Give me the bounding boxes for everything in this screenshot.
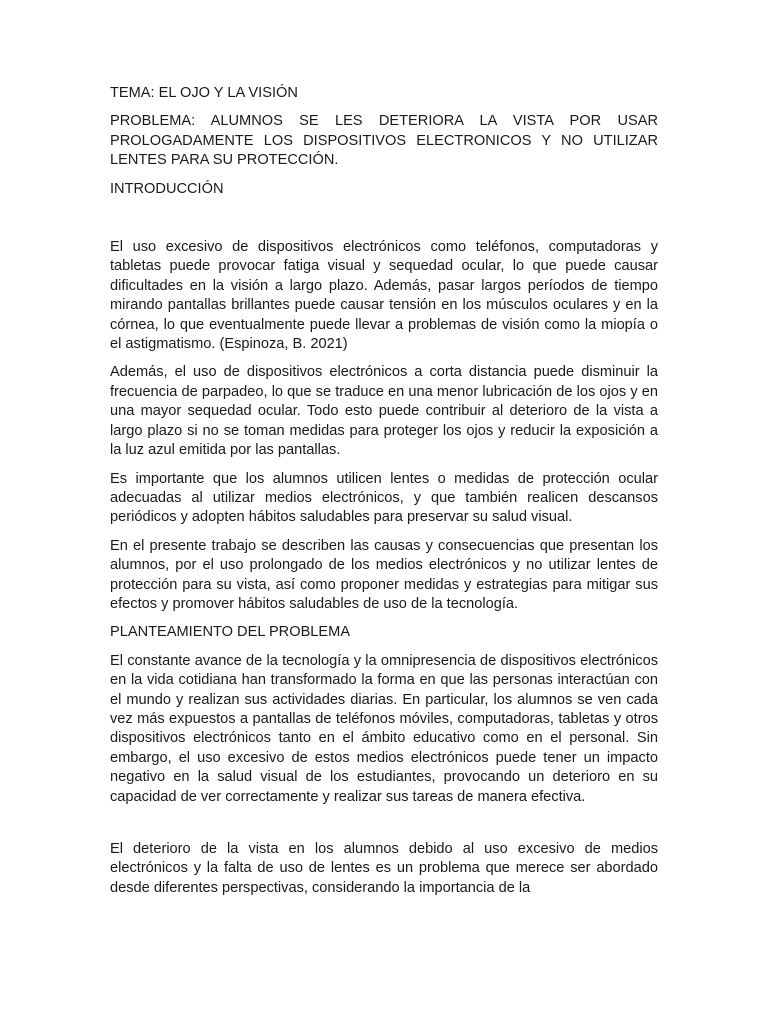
blank-line — [110, 816, 658, 840]
blank-line — [110, 208, 658, 238]
introduction-heading: INTRODUCCIÓN — [110, 180, 224, 197]
problem-statement: PROBLEMA: ALUMNOS SE LES DETERIORA LA VISTA POR USAR PROLOGADAMENTE LOS DISPOSITIVOS ELECTRONICOS Y NO UTILIZAR LENTES PARA SU PROTECCIÓN. — [110, 113, 658, 169]
intro-paragraph-2: Además, el uso de dispositivos electrónicos a corta distancia puede disminuir la frecuencia de parpadeo, lo que se traduce en una menor lubricación de los ojos y en una mayor sequedad ocular. Todo esto puede contribuir al deterioro de la vista a largo plazo si no se toman medidas para proteger los ojos y reducir la exposición a la luz azul emitida por las pantallas. — [110, 364, 658, 459]
document-body — [110, 84, 658, 907]
intro-paragraph-3: Es importante que los alumnos utilicen lentes o medidas de protección ocular adecuadas al utilizar medios electrónicos, y que también realicen descansos periódicos y adopten hábitos saludables para preservar su salud visual. — [110, 470, 658, 526]
problem-section-heading: PLANTEAMIENTO DEL PROBLEMA — [110, 624, 351, 641]
problem-paragraph-1: El constante avance de la tecnología y la omnipresencia de dispositivos electrónicos en la vida cotidiana han transformado la forma en que las personas interactúan con el mundo y realizan sus actividades diarias. En particular, los alumnos se ven cada vez más expuestos a pantallas de teléfonos móviles, computadoras, tabletas y otros dispositivos electrónicos tanto en el ámbito educativo como en el personal. Sin embargo, el uso excesivo de estos medios electrónicos puede tener un impacto negativo en la salud visual de los estudiantes, provocando un deterioro en su capacidad de ver correctamente y realizar sus tareas de manera efectiva. — [110, 652, 658, 805]
problem-paragraph-2: El deterioro de la vista en los alumnos debido al uso excesivo de medios electrónicos y la falta de uso de lentes es un problema que merece ser abordado desde diferentes perspectivas, considerando la importancia de la — [110, 841, 658, 896]
intro-paragraph-1: El uso excesivo de dispositivos electrónicos como teléfonos, computadoras y tabletas puede provocar fatiga visual y sequedad ocular, lo que puede causar dificultades en la visión a largo plazo. Además, pasar largos períodos de tiempo mirando pantallas brillantes puede causar tensión en los músculos oculares y en la córnea, lo que eventualmente puede llevar a problemas de visión como la miopía o el astigmatismo. (Espinoza, B. 2021) — [110, 239, 658, 353]
intro-paragraph-4: En el presente trabajo se describen las causas y consecuencias que presentan los alumnos, por el uso prolongado de los medios electrónicos y no utilizar lentes de protección para su vista, así como proponer medidas y estrategias para mitigar sus efectos y promover hábitos saludables de uso de la tecnología. — [110, 537, 658, 612]
topic-heading: TEMA: EL OJO Y LA VISIÓN — [110, 85, 298, 101]
